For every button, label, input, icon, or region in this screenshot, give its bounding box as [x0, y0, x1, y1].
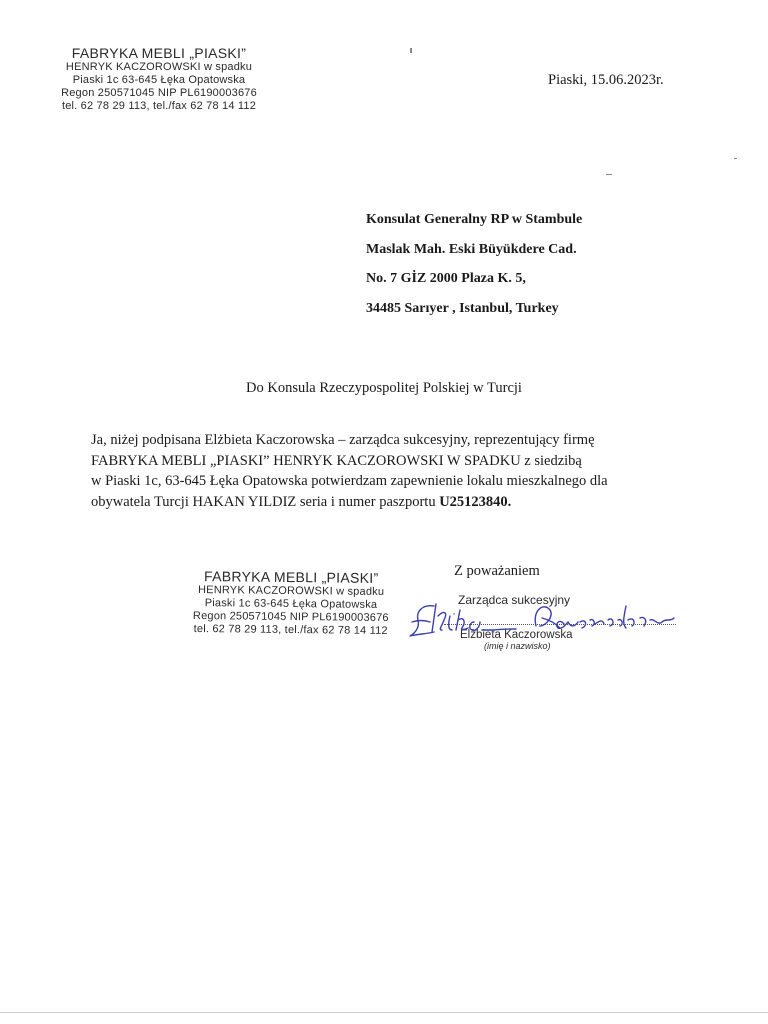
- stamp-phone: tel. 62 78 29 113, tel./fax 62 78 14 112: [61, 100, 257, 112]
- salutation: Do Konsula Rzeczypospolitej Polskiej w Turcji: [246, 380, 522, 396]
- stamp-company-name: FABRYKA MEBLI „PIASKI”: [71, 45, 247, 61]
- body-line: Ja, niżej podpisana Elżbieta Kaczorowska – zarządca sukcesyjny, reprezentujący firmę: [91, 432, 595, 448]
- passport-number: U25123840.: [439, 493, 512, 510]
- recipient-line: No. 7 GİZ 2000 Plaza K. 5,: [366, 271, 526, 286]
- signature-role: Zarządca sukcesyjny: [458, 593, 571, 607]
- body-line: [91, 492, 691, 513]
- body-line: FABRYKA MEBLI „PIASKI” HENRYK KACZOROWSKI W SPADKU z siedzibą: [91, 452, 582, 469]
- place-and-date: Piaski, 15.06.2023r.: [548, 72, 664, 88]
- closing-phrase: Z poważaniem: [454, 563, 540, 579]
- stamp-company-name: FABRYKA MEBLI „PIASKI”: [203, 568, 379, 586]
- scan-speck: [606, 174, 612, 175]
- recipient-address: [366, 210, 582, 328]
- stamp-regon-nip: Regon 250571045 NIP PL6190003676: [61, 87, 257, 99]
- stamp-owner: HENRYK KACZOROWSKI w spadku: [65, 61, 253, 73]
- stamp-regon-nip: Regon 250571045 NIP PL6190003676: [192, 609, 389, 625]
- recipient-line: Maslak Mah. Eski Büyükdere Cad.: [366, 241, 577, 257]
- scan-edge-line: [0, 1012, 768, 1013]
- company-stamp-top: [48, 46, 270, 113]
- recipient-line: 34485 Sarıyer , Istanbul, Turkey: [366, 300, 559, 316]
- stamp-owner: HENRYK KACZOROWSKI w spadku: [197, 584, 385, 598]
- handwritten-signature: [404, 596, 684, 642]
- letter-body: [91, 430, 691, 512]
- scan-speck: [734, 158, 737, 159]
- company-stamp-bottom: [180, 569, 403, 638]
- signer-name-hint: (imię i nazwisko): [484, 641, 551, 651]
- body-line-text: obywatela Turcji HAKAN YILDIZ seria i numer paszportu: [91, 493, 440, 510]
- stamp-address: Piaski 1c 63-645 Łęka Opatowska: [204, 597, 378, 611]
- scan-speck: [410, 48, 412, 53]
- signer-name: Elżbieta Kaczorowska: [460, 629, 573, 641]
- stamp-address: Piaski 1c 63-645 Łęka Opatowska: [72, 74, 246, 86]
- recipient-line: Konsulat Generalny RP w Stambule: [366, 212, 583, 227]
- stamp-phone: tel. 62 78 29 113, tel./fax 62 78 14 112: [193, 622, 388, 638]
- body-line: w Piaski 1c, 63-645 Łęka Opatowska potwierdzam zapewnienie lokalu mieszkalnego dla: [91, 473, 608, 489]
